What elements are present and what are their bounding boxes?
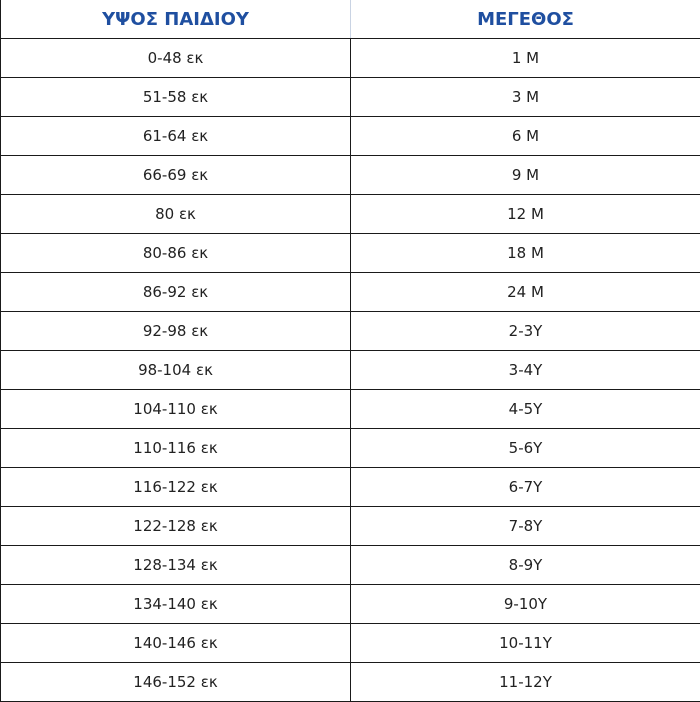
- table-row: [1, 351, 700, 390]
- size-cell: 4-5Y: [351, 390, 700, 429]
- header-child-height: ΥΨΟΣ ΠΑΙΔΙΟΥ: [1, 0, 351, 39]
- table-row: [1, 624, 700, 663]
- size-cell: 9-10Y: [351, 585, 700, 624]
- height-cell: 80-86 εκ: [1, 234, 351, 273]
- size-cell: 24 M: [351, 273, 700, 312]
- height-cell: 128-134 εκ: [1, 546, 351, 585]
- size-cell: 3-4Y: [351, 351, 700, 390]
- table-row: [1, 546, 700, 585]
- size-cell: 6-7Y: [351, 468, 700, 507]
- height-cell: 0-48 εκ: [1, 39, 351, 78]
- size-cell: 7-8Y: [351, 507, 700, 546]
- size-cell: 3 M: [351, 78, 700, 117]
- height-cell: 51-58 εκ: [1, 78, 351, 117]
- height-cell: 134-140 εκ: [1, 585, 351, 624]
- size-cell: 6 M: [351, 117, 700, 156]
- height-cell: 98-104 εκ: [1, 351, 351, 390]
- table-row: [1, 156, 700, 195]
- table-row: [1, 390, 700, 429]
- size-cell: 1 M: [351, 39, 700, 78]
- size-cell: 11-12Y: [351, 663, 700, 702]
- size-cell: 10-11Y: [351, 624, 700, 663]
- size-cell: 18 M: [351, 234, 700, 273]
- header-size: ΜΕΓΕΘΟΣ: [351, 0, 700, 39]
- height-cell: 61-64 εκ: [1, 117, 351, 156]
- height-cell: 104-110 εκ: [1, 390, 351, 429]
- table-row: [1, 429, 700, 468]
- size-cell: 9 M: [351, 156, 700, 195]
- table-row: [1, 117, 700, 156]
- height-cell: 146-152 εκ: [1, 663, 351, 702]
- height-cell: 110-116 εκ: [1, 429, 351, 468]
- table-row: [1, 507, 700, 546]
- height-cell: 66-69 εκ: [1, 156, 351, 195]
- table-row: [1, 312, 700, 351]
- size-cell: 8-9Y: [351, 546, 700, 585]
- table-row: [1, 585, 700, 624]
- height-cell: 122-128 εκ: [1, 507, 351, 546]
- height-cell: 92-98 εκ: [1, 312, 351, 351]
- height-cell: 116-122 εκ: [1, 468, 351, 507]
- size-cell: 5-6Y: [351, 429, 700, 468]
- size-cell: 12 M: [351, 195, 700, 234]
- table-row: [1, 273, 700, 312]
- height-cell: 80 εκ: [1, 195, 351, 234]
- height-cell: 86-92 εκ: [1, 273, 351, 312]
- table-row: [1, 39, 700, 78]
- table-row: [1, 663, 700, 702]
- table-row: [1, 468, 700, 507]
- table-row: [1, 78, 700, 117]
- header-row: [1, 0, 700, 39]
- size-cell: 2-3Y: [351, 312, 700, 351]
- table-row: [1, 195, 700, 234]
- table-row: [1, 234, 700, 273]
- height-cell: 140-146 εκ: [1, 624, 351, 663]
